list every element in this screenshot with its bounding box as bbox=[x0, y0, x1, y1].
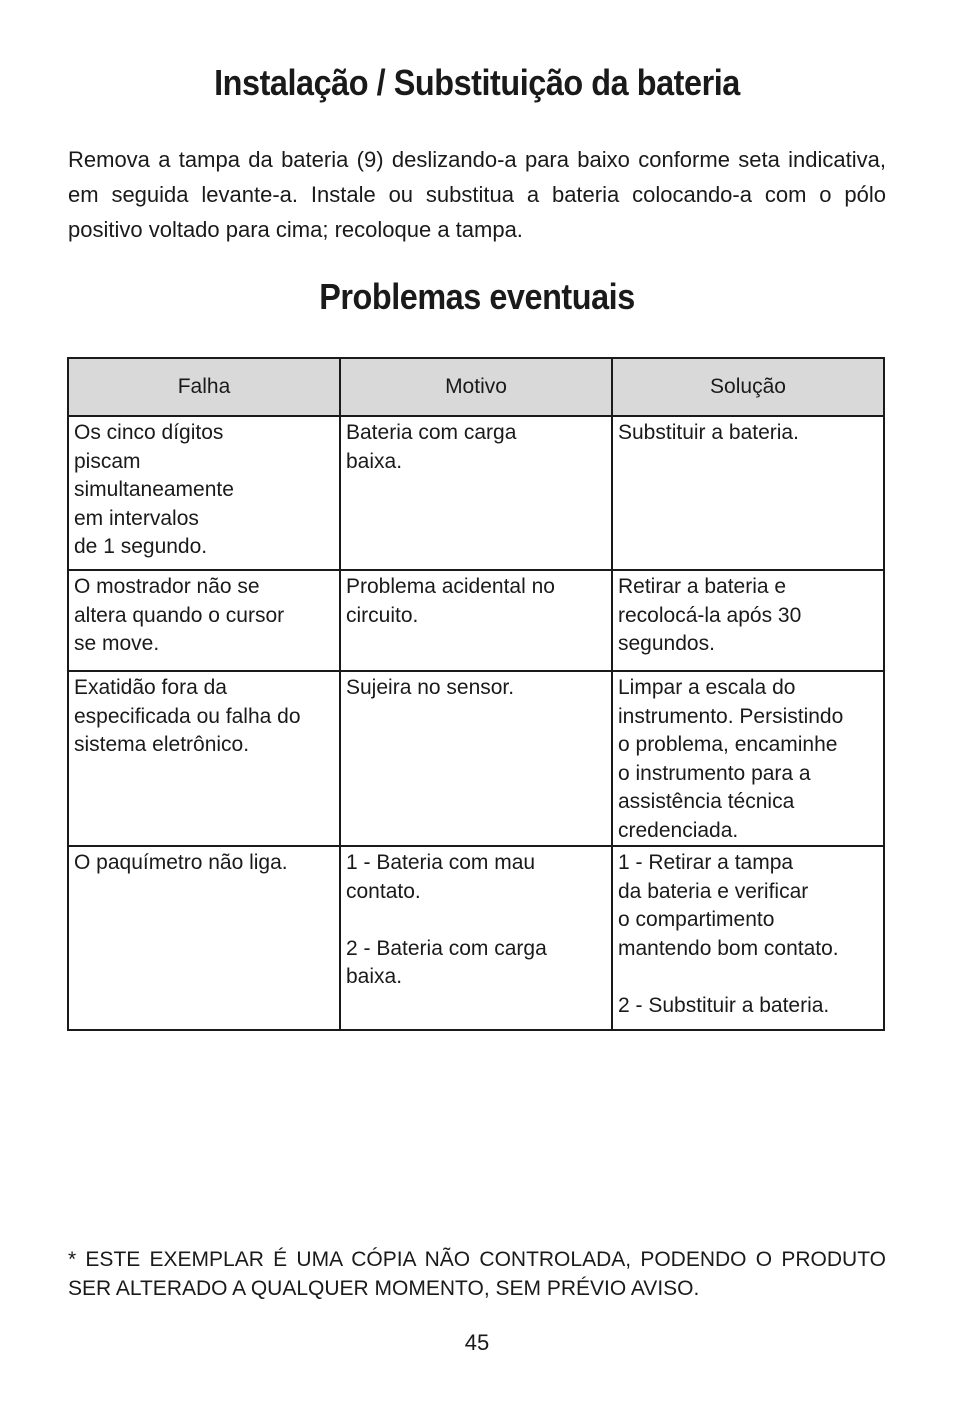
cell-solucao bbox=[612, 671, 884, 846]
table-header-row bbox=[68, 358, 884, 416]
cell-motivo bbox=[340, 416, 612, 570]
cell-text: Os cinco dígitos piscam simultaneamente em intervalos de 1 segundo. bbox=[74, 421, 234, 558]
header-motivo: Motivo bbox=[340, 358, 612, 416]
cell-falha bbox=[68, 846, 340, 1030]
line-gap bbox=[618, 963, 878, 992]
disclaimer-footnote: * ESTE EXEMPLAR É UMA CÓPIA NÃO CONTROLADA, PODENDO O PRODUTO SER ALTERADO A QUALQUER MOMENTO, SEM PRÉVIO AVISO. bbox=[68, 1248, 886, 1300]
cell-motivo bbox=[340, 570, 612, 671]
table-row bbox=[68, 416, 884, 570]
cell-text: 2 - Bateria com carga baixa. bbox=[346, 936, 547, 988]
cell-text: Retirar a bateria e recolocá-la após 30 segundos. bbox=[618, 575, 802, 655]
cell-motivo bbox=[340, 846, 612, 1030]
cell-solucao bbox=[612, 570, 884, 671]
line-gap bbox=[346, 906, 606, 935]
cell-motivo bbox=[340, 671, 612, 846]
cell-text: Sujeira no sensor. bbox=[346, 676, 515, 699]
table-row bbox=[68, 570, 884, 671]
section-title-problems: Problemas eventuais bbox=[319, 276, 635, 317]
install-instructions: Remova a tampa da bateria (9) deslizando-a para baixo conforme seta indicativa, em seguida levante-a. Instale ou substitua a bateria colocando-a com o pólo positivo voltado para cima; recoloque a tampa. bbox=[68, 147, 886, 242]
cell-solucao bbox=[612, 846, 884, 1030]
cell-text: O mostrador não se altera quando o cursor se move. bbox=[74, 575, 285, 655]
cell-text: Problema acidental no circuito. bbox=[346, 575, 555, 627]
cell-text: Substituir a bateria. bbox=[618, 421, 799, 444]
header-solucao: Solução bbox=[612, 358, 884, 416]
cell-text: O paquímetro não liga. bbox=[74, 851, 288, 874]
section-title-install: Instalação / Substituição da bateria bbox=[214, 62, 740, 103]
cell-text: Exatidão fora da especificada ou falha do sistema eletrônico. bbox=[74, 676, 301, 756]
cell-text: 2 - Substituir a bateria. bbox=[618, 993, 830, 1017]
cell-falha bbox=[68, 671, 340, 846]
cell-text: 1 - Retirar a tampa da bateria e verificar o compartimento mantendo bom contato. bbox=[618, 851, 839, 960]
cell-falha bbox=[68, 416, 340, 570]
table-row bbox=[68, 846, 884, 1030]
cell-text: Bateria com carga baixa. bbox=[346, 421, 517, 473]
cell-text: 1 - Bateria com mau contato. bbox=[346, 851, 536, 903]
cell-text: Limpar a escala do instrumento. Persistindo o problema, encaminhe o instrumento para a assistência técnica credenciada. bbox=[618, 676, 844, 842]
cell-solucao bbox=[612, 416, 884, 570]
table-row bbox=[68, 671, 884, 846]
cell-falha bbox=[68, 570, 340, 671]
page-number: 45 bbox=[464, 1330, 490, 1355]
header-falha: Falha bbox=[68, 358, 340, 416]
troubleshooting-table bbox=[67, 357, 885, 1031]
